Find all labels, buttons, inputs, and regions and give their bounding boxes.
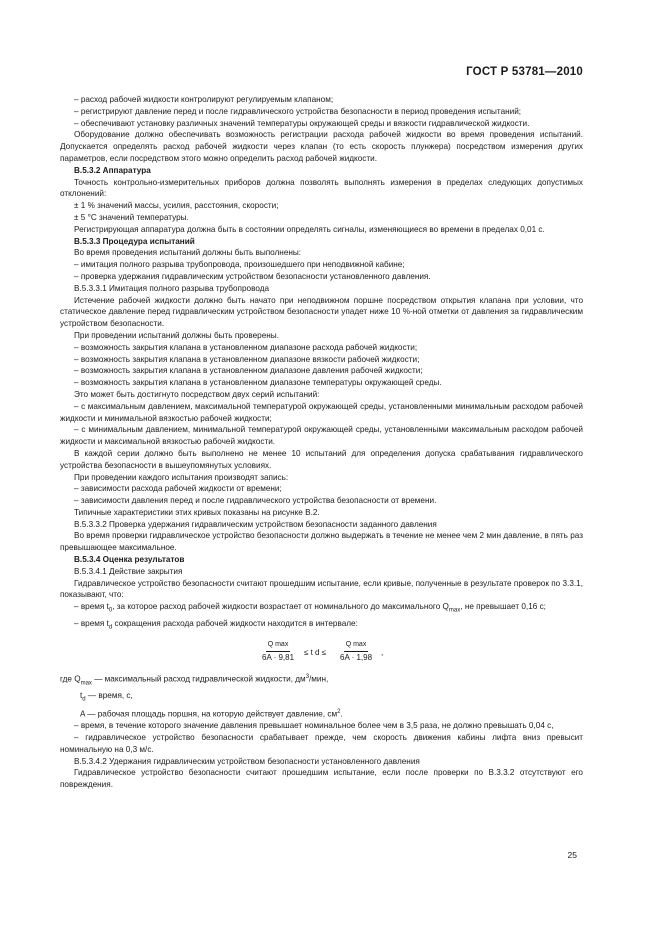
formula-tail: , bbox=[381, 648, 384, 658]
formula-right-numerator: Q max bbox=[344, 639, 369, 652]
text: A — рабочая площадь поршня, на которую действует давление, см bbox=[80, 709, 338, 719]
formula-left-denominator: 6A · 9,81 bbox=[262, 652, 295, 662]
superscript: 3 bbox=[305, 674, 310, 681]
formula-middle: ≤ t d ≤ bbox=[304, 648, 327, 658]
paragraph: – имитация полного разрыва трубопровода, произошедшего при неподвижной кабине; bbox=[74, 260, 405, 270]
paragraph: Регистрирующая аппаратура должна быть в состоянии определять сигналы, изменяющиеся во времени в пределах 0,01 с. bbox=[74, 224, 545, 234]
text: – время t bbox=[74, 618, 109, 628]
paragraph: – расход рабочей жидкости контролируют регулируемым клапаном; bbox=[74, 95, 334, 104]
section-heading: В.5.3.4 Оценка результатов bbox=[74, 555, 185, 565]
paragraph: – обеспечивают установку различных значений температуры окружающей среды и вязкости гидравлической жидкости. bbox=[74, 118, 530, 128]
text: где Q bbox=[60, 674, 81, 684]
paragraph: – зависимости давления перед и после гидравлического устройства безопасности от времени. bbox=[74, 496, 437, 506]
document-header: ГОСТ Р 53781—2010 bbox=[466, 66, 583, 78]
paragraph: В.5.3.4.2 Удержания гидравлическим устройством безопасности установленного давления bbox=[74, 756, 420, 766]
paragraph: В.5.3.3.1 Имитация полного разрыва трубопровода bbox=[74, 283, 270, 293]
paragraph: Оборудование должно обеспечивать возможность регистрации расхода рабочей жидкости во время проведения испытаний. Допускается определять расход рабочей жидкости через клапан (то есть скорость плунжера) посредством измерения других параметров, если посредством этого можно определить расход рабочей жидкости. bbox=[60, 130, 583, 163]
paragraph bbox=[60, 618, 583, 634]
document-body bbox=[60, 94, 583, 791]
paragraph: – возможность закрытия клапана в установленном диапазоне давления рабочей жидкости; bbox=[74, 366, 423, 376]
paragraph bbox=[60, 601, 583, 617]
formula-right-denominator: 6A · 1,98 bbox=[340, 652, 373, 662]
paragraph: При проведении каждого испытания производят запись: bbox=[74, 472, 289, 482]
section-heading: В.5.3.3 Процедура испытаний bbox=[74, 236, 195, 246]
formula-left-numerator: Q max bbox=[266, 639, 291, 652]
text: — время, с, bbox=[85, 691, 133, 701]
paragraph: В.5.3.3.2 Проверка удержания гидравлическим устройством безопасности заданного давления bbox=[74, 519, 437, 529]
subscript: max bbox=[80, 680, 92, 687]
paragraph bbox=[60, 707, 583, 721]
paragraph: – с максимальным давлением, максимальной температурой окружающей среды, установленными минимальным расходом рабочей жидкости и минимальной вязкостью рабочей жидкости; bbox=[60, 401, 583, 423]
paragraph: Точность контрольно-измерительных приборов должна позволять выполнять измерения в пределах следующих допустимых отклонений: bbox=[60, 177, 583, 199]
paragraph: В.5.3.4.1 Действие закрытия bbox=[74, 566, 183, 576]
text: t bbox=[80, 691, 83, 701]
paragraph: – время, в течение которого значение давления превышает номинальное более чем в 3,5 раза, не должно превышать 0,04 с, bbox=[74, 721, 554, 731]
paragraph: Во время проведения испытаний должны быть выполнены: bbox=[74, 248, 302, 258]
subscript: 0 bbox=[108, 607, 113, 614]
paragraph: – регистрируют давление перед и после гидравлического устройства безопасности в период проведения испытаний; bbox=[74, 106, 522, 116]
paragraph: ± 5 °С значений температуры. bbox=[74, 212, 189, 222]
paragraph: Типичные характеристики этих кривых показаны на рисунке В.2. bbox=[74, 507, 320, 517]
paragraph: Во время проверки гидравлическое устройство безопасности должно выдержать в течение не менее чем 2 мин давление, в пять раз превышающее максимальное. bbox=[60, 531, 583, 553]
section-heading: В.5.3.2 Аппаратура bbox=[74, 165, 151, 175]
text: , не превышает 0,16 с; bbox=[460, 602, 546, 612]
text: сокращения расхода рабочей жидкости находится в интервале: bbox=[112, 618, 358, 628]
paragraph: – с минимальным давлением, минимальной температурой окружающей среды, установленными максимальным расходом рабочей жидкости и максимальной вязкостью рабочей жидкости. bbox=[60, 425, 583, 447]
paragraph: Истечение рабочей жидкости должно быть начато при неподвижном поршне посредством открытия клапана при условии, что статическое давление перед гидравлическим устройством безопасности упадет ниже 10 %-ной отметки от давления за гидравлическим устройством безопасности. bbox=[60, 295, 583, 329]
subscript: max bbox=[448, 607, 461, 614]
paragraph: – проверка удержания гидравлическим устройством безопасности установленного давления. bbox=[74, 271, 431, 281]
paragraph: ± 1 % значений массы, усилия, расстояния, скорости; bbox=[74, 201, 279, 211]
page-number: 25 bbox=[567, 850, 577, 860]
paragraph: – гидравлическое устройство безопасности срабатывает прежде, чем скорость движения кабины лифта вниз превысит номинальную на 0,3 м/с. bbox=[60, 733, 583, 754]
paragraph: – возможность закрытия клапана в установленном диапазоне вязкости рабочей жидкости; bbox=[74, 354, 420, 364]
superscript: 2 bbox=[337, 708, 341, 715]
paragraph: – зависимости расхода рабочей жидкости от времени; bbox=[74, 484, 282, 494]
paragraph bbox=[60, 672, 583, 690]
paragraph bbox=[60, 690, 583, 706]
text: — максимальный расход гидравлической жидкости, дм bbox=[91, 674, 306, 684]
text: , за которое расход рабочей жидкости возрастает от номинального до максимального Q bbox=[112, 602, 449, 612]
paragraph: – возможность закрытия клапана в установленном диапазоне температуры окружающей среды. bbox=[74, 378, 442, 388]
subscript: d bbox=[82, 696, 86, 703]
paragraph: В каждой серии должно быть выполнено не менее 10 испытаний для определения допуска срабатывания гидравлического устройства безопасности в вышеупомянутых условиях. bbox=[60, 448, 583, 470]
text: – время t bbox=[74, 602, 109, 612]
formula-right-fraction bbox=[338, 639, 374, 664]
formula-left-fraction bbox=[260, 639, 296, 664]
paragraph: – возможность закрытия клапана в установленном диапазоне расхода рабочей жидкости; bbox=[74, 342, 418, 352]
paragraph: Это может быть достигнуто посредством двух серий испытаний: bbox=[74, 389, 320, 399]
text: /мин, bbox=[309, 674, 329, 684]
formula bbox=[60, 634, 583, 672]
text: . bbox=[340, 709, 343, 719]
subscript: d bbox=[108, 624, 113, 631]
paragraph: Гидравлическое устройство безопасности считают прошедшим испытание, если после проверки по В.3.3.2 отсутствуют его повреждения. bbox=[60, 768, 583, 790]
paragraph: Гидравлическое устройство безопасности считают прошедшим испытание, если кривые, полученные в результате проверок по 3.3.1, показывают, что: bbox=[60, 578, 583, 600]
paragraph: При проведении испытаний должны быть проверены. bbox=[74, 330, 279, 340]
